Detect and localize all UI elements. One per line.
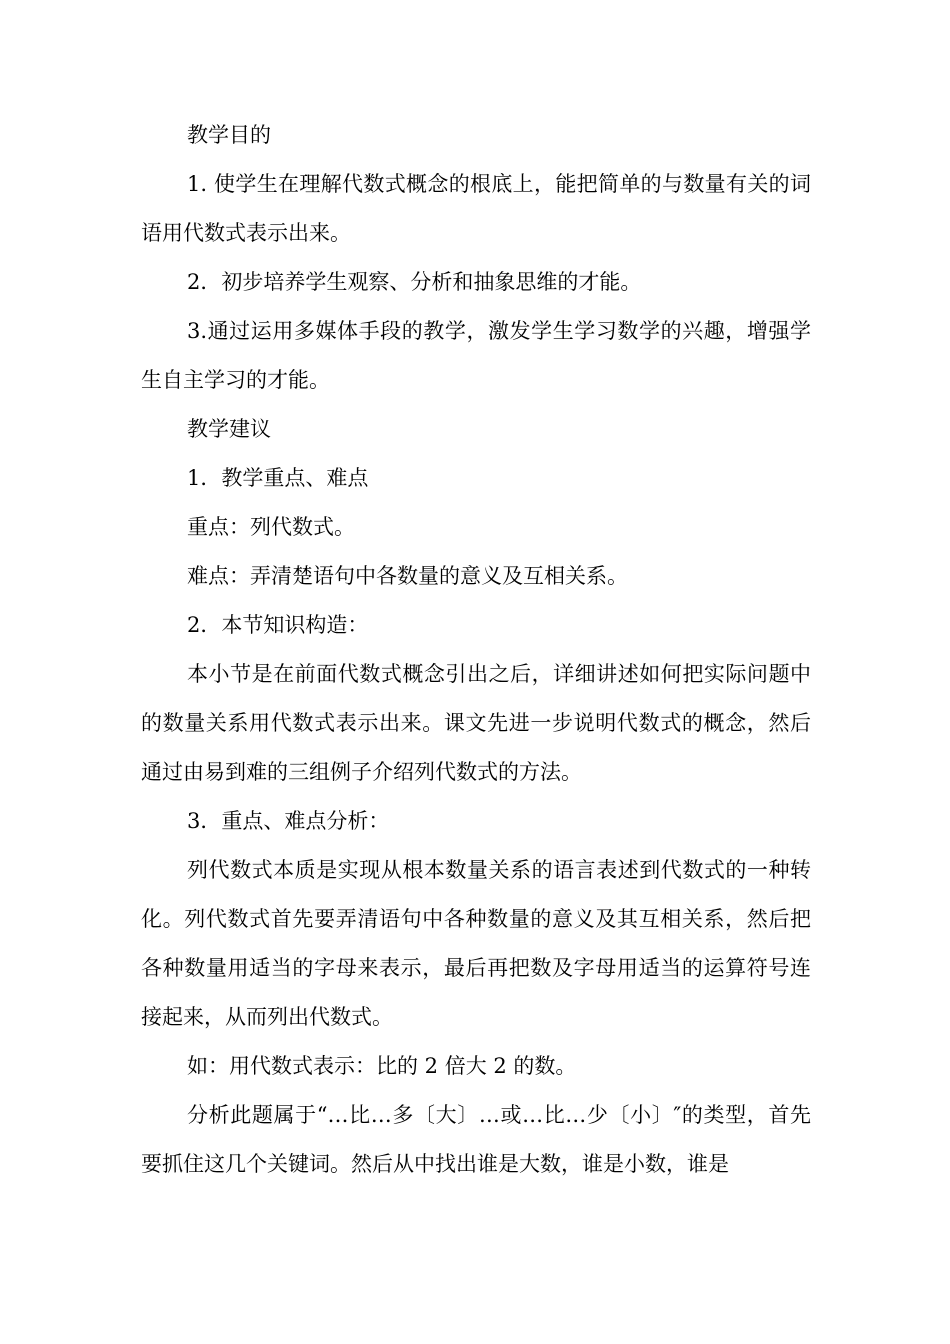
example-paragraph: 如：用代数式表示：比的 2 倍大 2 的数。 xyxy=(187,1054,577,1078)
heading-teaching-objectives: 教学目的 xyxy=(187,123,271,147)
objective-1: 1. 使学生在理解代数式概念的根底上，能把简单的与数量有关的词语用代数式表示出来。 xyxy=(141,172,811,245)
suggestion-2-title: 2．本节知识构造： xyxy=(187,613,369,637)
objective-3: 3.通过运用多媒体手段的教学，激发学生学习数学的兴趣，增强学生自主学习的才能。 xyxy=(141,319,811,392)
document-body xyxy=(141,111,811,1189)
analysis-paragraph: 列代数式本质是实现从根本数量关系的语言表述到代数式的一种转化。列代数式首先要弄清语句中各种数量的意义及其互相关系，然后把各种数量用适当的字母来表示，最后再把数及字母用适当的运算符号连接起来，从而列出代数式。 xyxy=(141,858,811,1029)
suggestion-1-title: 1．教学重点、难点 xyxy=(187,466,369,490)
example-analysis-paragraph: 分析此题属于“…比…多〔大〕…或…比…少〔小〕″的类型，首先要抓住这几个关键词。然后从中找出谁是大数，谁是小数，谁是 xyxy=(141,1103,811,1176)
objective-2: 2．初步培养学生观察、分析和抽象思维的才能。 xyxy=(187,270,642,294)
key-point: 重点：列代数式。 xyxy=(187,515,355,539)
heading-teaching-suggestions: 教学建议 xyxy=(187,417,271,441)
suggestion-3-title: 3．重点、难点分析： xyxy=(187,809,390,833)
difficult-point: 难点：弄清楚语句中各数量的意义及互相关系。 xyxy=(187,564,628,588)
section-structure-paragraph: 本小节是在前面代数式概念引出之后，详细讲述如何把实际问题中的数量关系用代数式表示出来。课文先进一步说明代数式的概念，然后通过由易到难的三组例子介绍列代数式的方法。 xyxy=(141,662,811,784)
